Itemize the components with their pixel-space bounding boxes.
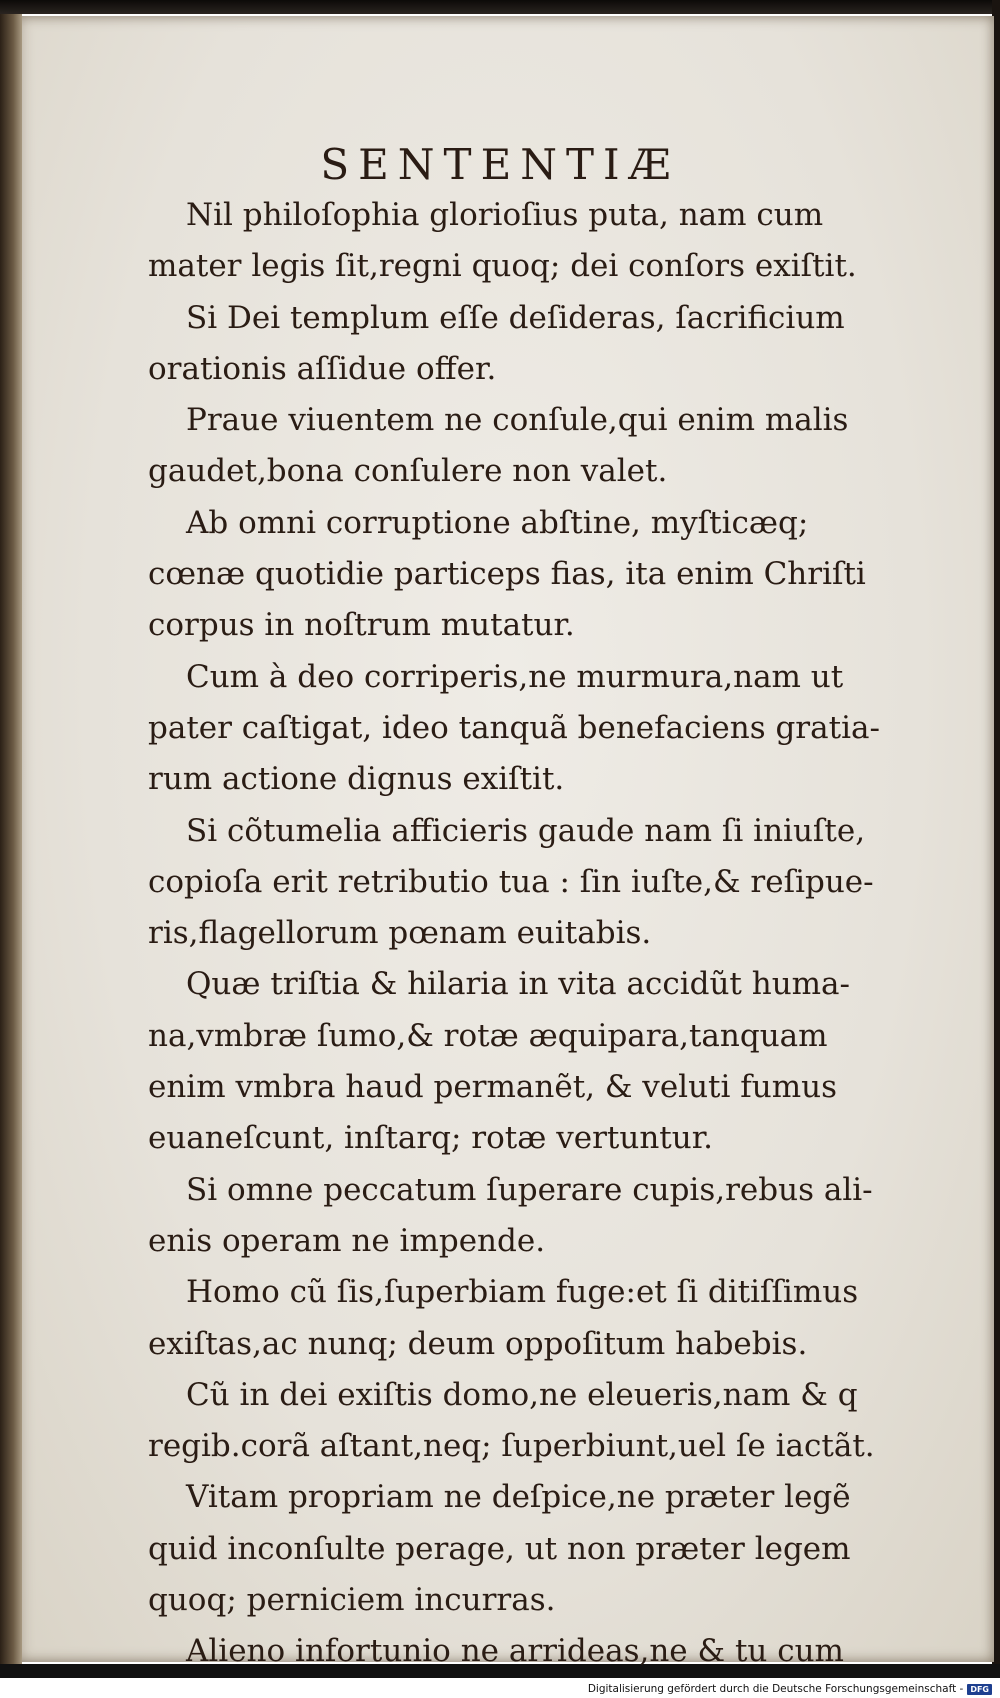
- text-line: ris,flagellorum pœnam euitabis.: [148, 915, 652, 952]
- text-line: euaneſcunt, inſtarq; rotæ vertuntur.: [148, 1120, 713, 1157]
- book-top-edge: [0, 0, 1000, 14]
- text-line: Si cõtumelia afficieris gaude nam ſi iniuſte,: [186, 812, 866, 849]
- text-line: quid inconſulte perage, ut non præter legem: [148, 1530, 851, 1567]
- text-line: Alieno infortunio ne arrideas,ne & tu cum: [186, 1633, 844, 1670]
- text-line: cœnæ quotidie particeps fias, ita enim Chriſti: [148, 556, 866, 593]
- body-text: [148, 190, 938, 1678]
- text-line: gaudet,bona conſulere non valet.: [148, 453, 668, 490]
- text-line: Praue viuentem ne conſule,qui enim malis: [186, 402, 849, 439]
- text-line: enis operam ne impende.: [148, 1222, 546, 1259]
- digitization-credit: [588, 1681, 992, 1698]
- text-line: copioſa erit retributio tua : ſin iuſte,& reſipue-: [148, 863, 874, 900]
- text-line: mater legis ſit,regni quoq; dei conſors exiſtit.: [148, 248, 857, 285]
- text-line: pater caſtigat, ideo tanquã benefaciens gratia-: [148, 709, 880, 746]
- book-binding-edge: [0, 14, 22, 1664]
- text-line: Si omne peccatum ſuperare cupis,rebus ali-: [186, 1171, 873, 1208]
- text-line: exiſtas,ac nunq; deum oppoſitum habebis.: [148, 1325, 808, 1362]
- text-line: na,vmbræ ſumo,& rotæ æquipara,tanquam: [148, 1017, 828, 1054]
- text-line: Cũ in dei exiſtis domo,ne eleueris,nam & q: [186, 1376, 858, 1413]
- text-line: Si Dei templum eſſe deſideras, ſacrificium: [186, 299, 845, 336]
- text-line: Homo cũ ſis,ſuperbiam fuge:et ſi ditiſſimus: [186, 1274, 859, 1311]
- text-line: rum actione dignus exiſtit.: [148, 761, 565, 798]
- text-line: Quæ triſtia & hilaria in vita accidũt huma-: [186, 966, 851, 1003]
- text-line: enim vmbra haud permanẽt, & veluti fumus: [148, 1069, 837, 1106]
- text-line: quoq; perniciem incurras.: [148, 1582, 556, 1619]
- text-line: Ab omni corruptione abſtine, myſticæq;: [186, 504, 809, 541]
- running-head: SENTENTIÆ: [320, 140, 680, 189]
- text-line: Nil philoſophia glorioſius puta, nam cum: [186, 197, 824, 233]
- text-line: orationis aſſidue offer.: [148, 350, 497, 387]
- text-line: regib.corã aſtant,neq; ſuperbiunt,uel ſe iactãt.: [148, 1428, 875, 1465]
- dfg-logo: DFG: [967, 1684, 992, 1695]
- text-line: Cum à deo corriperis,ne murmura,nam ut: [186, 658, 844, 695]
- credit-text: Digitalisierung gefördert durch die Deutsche Forschungsgemeinschaft -: [587, 1683, 964, 1695]
- text-line: Vitam propriam ne deſpice,ne præter legẽ: [186, 1479, 851, 1516]
- text-line: corpus in noſtrum mutatur.: [148, 607, 575, 644]
